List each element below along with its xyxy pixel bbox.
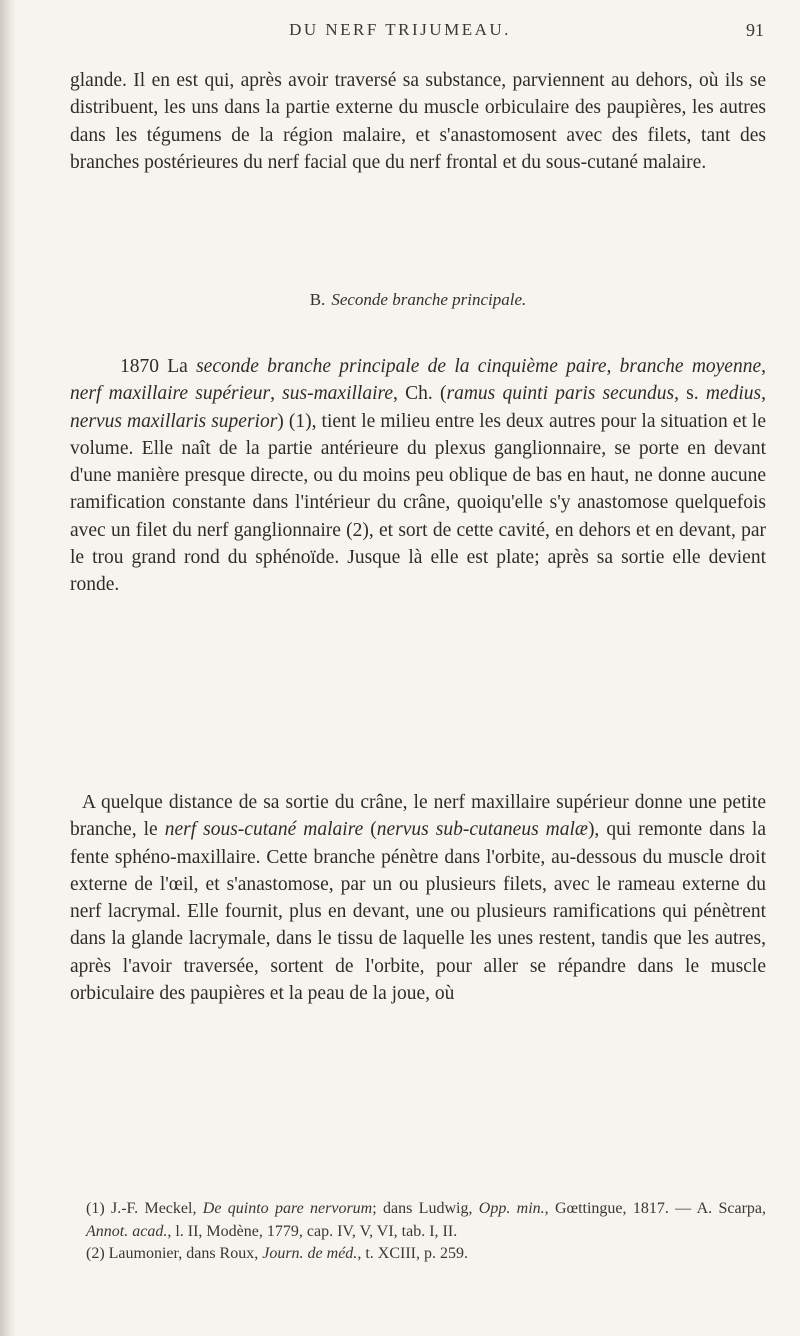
text-run: , Gœttingue, 1817. — A. Scarpa, — [544, 1200, 767, 1217]
page-number: 91 — [746, 20, 764, 40]
italic-run: ramus quinti paris secundus — [446, 383, 675, 405]
page-gutter-shadow — [0, 0, 16, 1336]
running-head — [0, 20, 800, 50]
text-run: ), qui remonte dans la fente sphéno-maxillaire. Cette branche pénètre dans l'orbite, au-dessous du muscle droit externe de l'œil, et s'anastomose, par un ou plusieurs filets, avec le rameau externe du nerf lacrymal. Elle fournit, plus en devant, une ou plusieurs ramifications qui pénètrent dans la glande lacrymale, dans le tissu de laquelle les unes restent, tandis que les autres, après l'avoir traversée, sortent de l'orbite, pour aller se répandre dans le muscle orbiculaire des paupières et la peau de la joue, où — [70, 819, 766, 1005]
italic-run: seconde branche principale de la cinquième paire, branche moyenne — [196, 356, 762, 377]
italic-run: sus-maxillaire — [282, 383, 394, 405]
text-run: ( — [363, 819, 377, 841]
section-heading — [70, 290, 766, 310]
paragraph-sous-cutane — [70, 789, 766, 1007]
italic-run: nervus sub-cutaneus malæ — [376, 819, 588, 841]
section-title: Seconde branche principale. — [331, 290, 527, 309]
paragraph-continuation: glande. Il en est qui, après avoir traversé sa substance, parviennent au dehors, où ils se distribuent, les uns dans la partie externe du muscle orbiculaire des paupières, les autres dans les tégumens de la région malaire, et s'anastomosent avec des filets, tant des branches postérieures du nerf facial que du nerf frontal et du sous-cutané malaire. — [70, 70, 766, 173]
italic-run: Opp. min. — [478, 1200, 545, 1217]
italic-run: Journ. de méd. — [262, 1245, 358, 1262]
text-run: A quelque distance de sa sortie du crâne, le nerf maxillaire supérieur donne une petite branche, le — [70, 792, 766, 841]
italic-run: medius — [705, 383, 762, 405]
text-run: ) (1), tient le milieu entre les deux autres pour la situation et le volume. Elle naît de la partie antérieure du plexus ganglionnaire, se porte en devant d'une manière presque directe, ou du moins peu oblique de bas en haut, ne donne aucune ramification constante dans l'intérieur du crâne, quoiqu'elle s'y anastomose quelquefois avec un filet du nerf ganglionnaire (2), et sort de cette cavité, en dehors et en devant, par le trou grand rond du sphénoïde. Jusque là elle est plate; après sa sortie elle devient ronde. — [70, 410, 766, 596]
paragraph-1870 — [70, 353, 766, 599]
italic-run: Annot. acad. — [86, 1222, 168, 1240]
italic-run: nervus maxillaris superior — [70, 410, 278, 432]
footnotes — [86, 1198, 766, 1266]
text-run: , — [270, 383, 283, 405]
text-run: , Ch. ( — [393, 383, 447, 405]
footnote-1 — [86, 1198, 766, 1243]
running-title: DU NERF TRIJUMEAU. — [289, 20, 511, 39]
italic-run: nerf maxillaire supérieur — [70, 383, 271, 405]
paragraph-number: 1870 — [120, 356, 159, 377]
text-run: , l. II, Modène, 1779, cap. IV, V, VI, tab. I, II. — [167, 1222, 458, 1240]
italic-run: De quinto pare nervorum — [202, 1200, 373, 1217]
text-run: , — [761, 356, 766, 377]
text-run: ; dans Ludwig, — [372, 1200, 479, 1217]
section-label: B. — [309, 290, 326, 309]
text-run: , s. — [674, 383, 706, 405]
footnote-2 — [86, 1243, 766, 1266]
text-run: , t. XCIII, p. 259. — [357, 1245, 468, 1262]
text-run: La — [167, 356, 197, 377]
text-run: (1) J.-F. Meckel, — [86, 1200, 203, 1217]
text-run: , — [761, 383, 766, 405]
text-run: (2) Laumonier, dans Roux, — [86, 1245, 263, 1262]
italic-run: nerf sous-cutané malaire — [164, 819, 364, 841]
